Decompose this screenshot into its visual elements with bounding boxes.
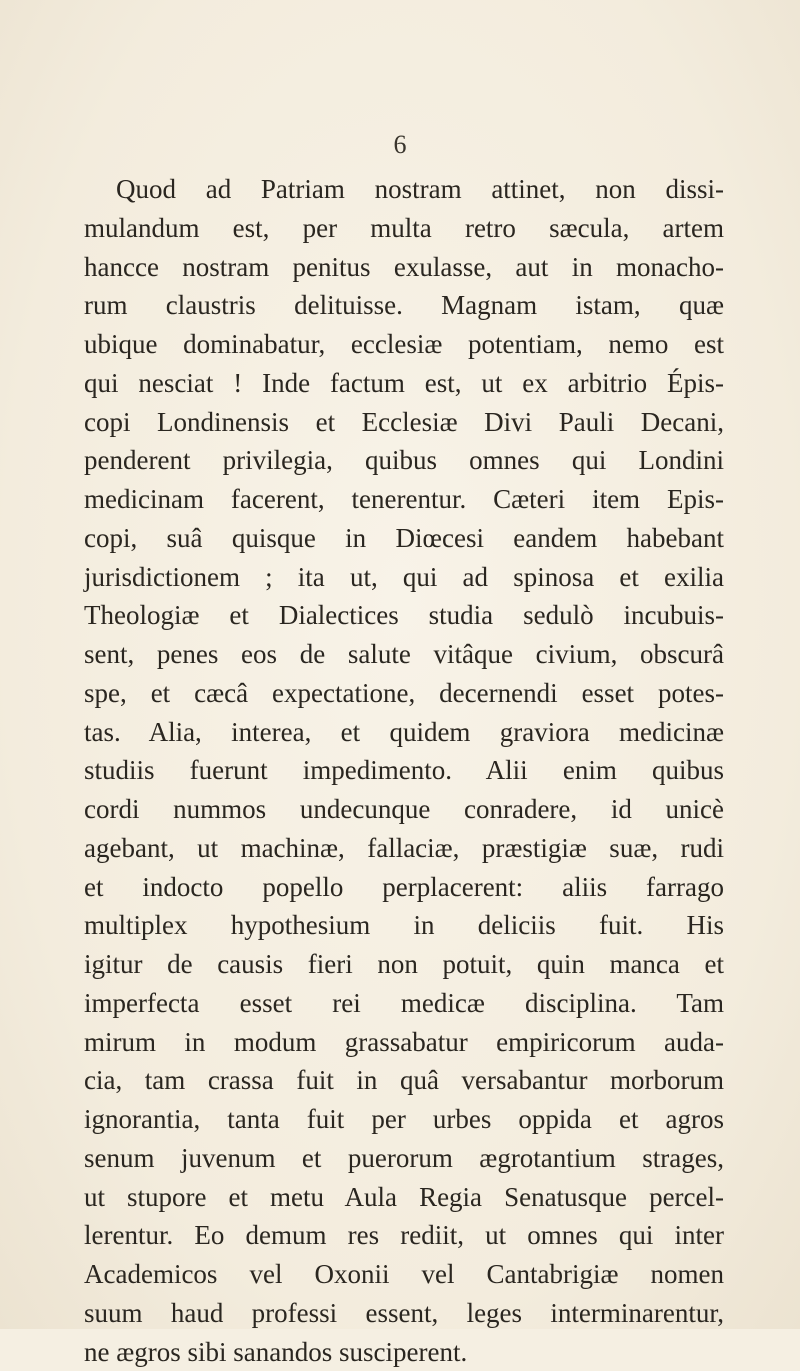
text-line: jurisdictionem ; ita ut, qui ad spinosa et exilia (84, 558, 724, 597)
text-line: hancce nostram penitus exulasse, aut in monacho- (84, 248, 724, 287)
text-line: copi Londinensis et Ecclesiæ Divi Pauli Decani, (84, 403, 724, 442)
text-line: lerentur. Eo demum res rediit, ut omnes qui inter (84, 1216, 724, 1255)
text-line: tas. Alia, interea, et quidem graviora medicinæ (84, 713, 724, 752)
text-line: igitur de causis fieri non potuit, quin manca et (84, 945, 724, 984)
text-line: studiis fuerunt impedimento. Alii enim quibus (84, 751, 724, 790)
text-line: ignorantia, tanta fuit per urbes oppida et agros (84, 1100, 724, 1139)
text-line: cia, tam crassa fuit in quâ versabantur morborum (84, 1061, 724, 1100)
text-line: ut stupore et metu Aula Regia Senatusque percel- (84, 1178, 724, 1217)
text-line: suum haud professi essent, leges interminarentur, (84, 1294, 724, 1333)
text-line: ne ægros sibi sanandos susciperent. (84, 1333, 724, 1371)
text-line: penderent privilegia, quibus omnes qui Londini (84, 441, 724, 480)
text-line: Academicos vel Oxonii vel Cantabrigiæ nomen (84, 1255, 724, 1294)
text-line: Quod ad Patriam nostram attinet, non dissi- (84, 170, 724, 209)
text-line: ubique dominabatur, ecclesiæ potentiam, nemo est (84, 325, 724, 364)
text-line: spe, et cæcâ expectatione, decernendi esset potes- (84, 674, 724, 713)
text-line: multiplex hypothesium in deliciis fuit. His (84, 906, 724, 945)
text-line: imperfecta esset rei medicæ disciplina. Tam (84, 984, 724, 1023)
text-line: senum juvenum et puerorum ægrotantium strages, (84, 1139, 724, 1178)
text-line: rum claustris delituisse. Magnam istam, quæ (84, 286, 724, 325)
text-line: Theologiæ et Dialectices studia sedulò incubuis- (84, 596, 724, 635)
text-line: et indocto popello perplacerent: aliis farrago (84, 868, 724, 907)
text-line: sent, penes eos de salute vitâque civium, obscurâ (84, 635, 724, 674)
page-number: 6 (0, 130, 800, 160)
body-text (84, 170, 724, 1371)
text-line: qui nesciat ! Inde factum est, ut ex arbitrio Épis- (84, 364, 724, 403)
text-line: agebant, ut machinæ, fallaciæ, præstigiæ suæ, rudi (84, 829, 724, 868)
text-line: mulandum est, per multa retro sæcula, artem (84, 209, 724, 248)
text-line: copi, suâ quisque in Diœcesi eandem habebant (84, 519, 724, 558)
text-line: medicinam facerent, tenerentur. Cæteri item Epis- (84, 480, 724, 519)
text-line: mirum in modum grassabatur empiricorum auda- (84, 1023, 724, 1062)
text-line: cordi nummos undecunque conradere, id unicè (84, 790, 724, 829)
